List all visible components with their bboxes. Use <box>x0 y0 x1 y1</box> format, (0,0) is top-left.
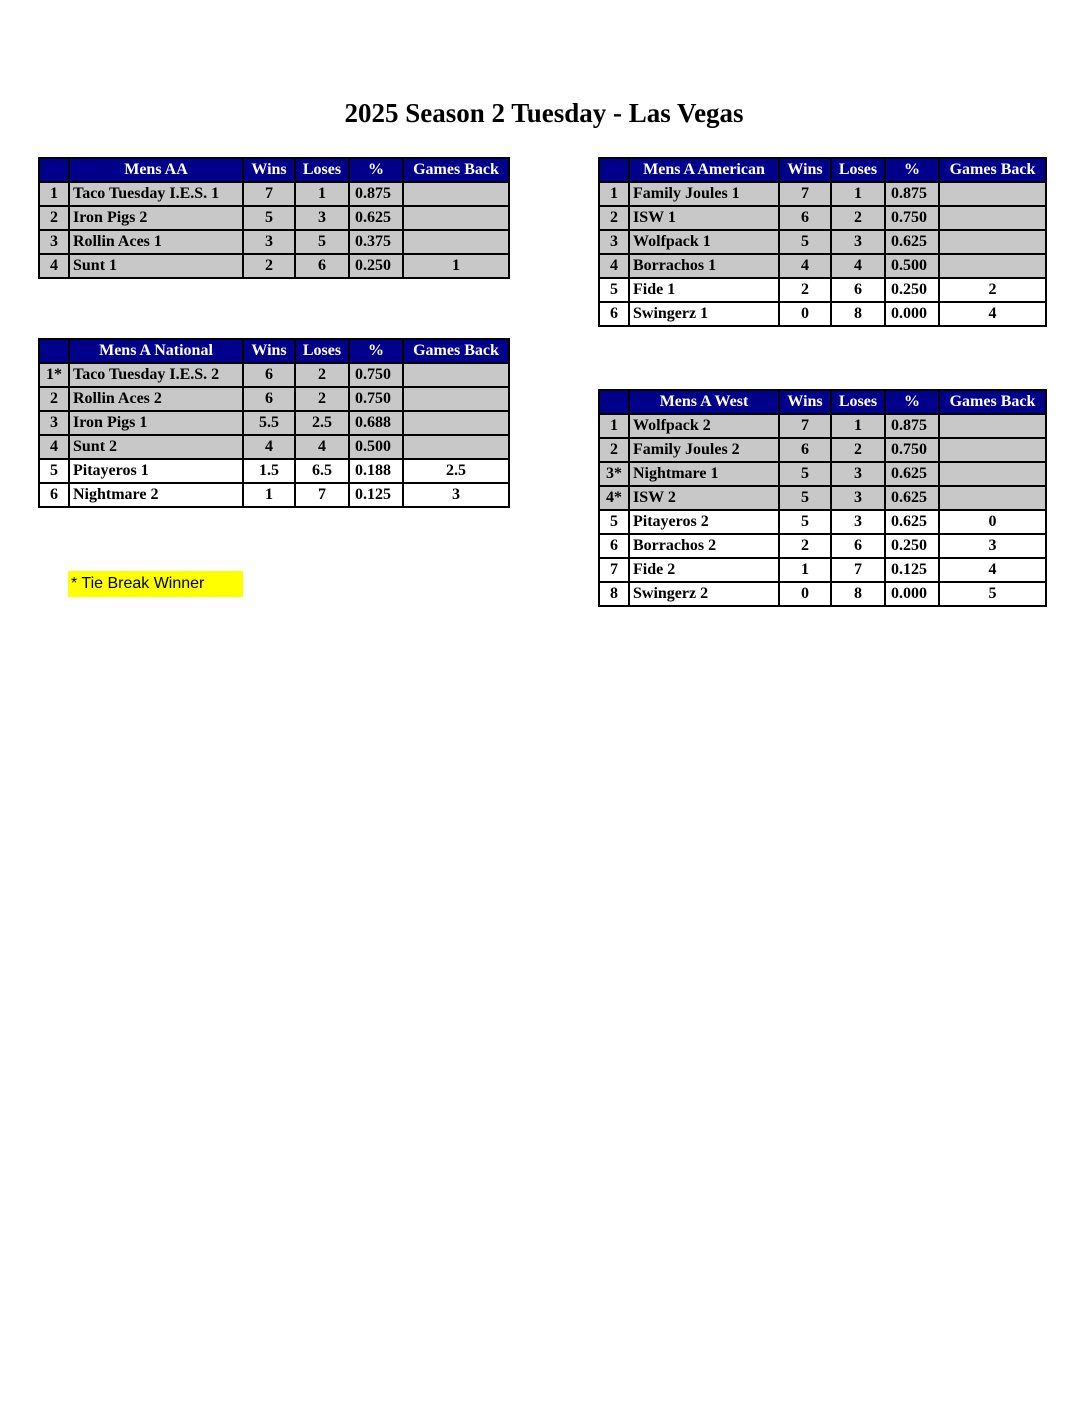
rank: 1* <box>39 363 69 387</box>
games-back: 4 <box>939 558 1046 582</box>
team-name: Wolfpack 2 <box>629 414 779 438</box>
loses: 5 <box>295 230 349 254</box>
loses: 4 <box>831 254 885 278</box>
table-row <box>599 534 1046 558</box>
rank-header <box>599 390 629 414</box>
rank-header <box>599 158 629 182</box>
rank: 2 <box>39 387 69 411</box>
loses: 6.5 <box>295 459 349 483</box>
wins: 1 <box>243 483 295 507</box>
table-row <box>39 387 509 411</box>
team-name: Sunt 2 <box>69 435 243 459</box>
pct: 0.375 <box>349 230 403 254</box>
games-back <box>939 254 1046 278</box>
wins: 5 <box>779 462 831 486</box>
rank: 3 <box>39 411 69 435</box>
rank: 1 <box>599 182 629 206</box>
games-back <box>403 411 509 435</box>
division-name: Mens AA <box>69 158 243 182</box>
team-name: Iron Pigs 1 <box>69 411 243 435</box>
table-row <box>599 302 1046 326</box>
wins: 4 <box>243 435 295 459</box>
team-name: Nightmare 1 <box>629 462 779 486</box>
team-name: Family Joules 1 <box>629 182 779 206</box>
table-row <box>39 363 509 387</box>
loses: 2.5 <box>295 411 349 435</box>
pct: 0.500 <box>885 254 939 278</box>
loses: 3 <box>831 230 885 254</box>
table-row <box>39 459 509 483</box>
team-name: Nightmare 2 <box>69 483 243 507</box>
games-back: 2 <box>939 278 1046 302</box>
wins: 7 <box>779 182 831 206</box>
standings-table-mens-a-national <box>38 338 510 508</box>
table-row <box>599 486 1046 510</box>
games-back-header: Games Back <box>403 158 509 182</box>
wins: 0 <box>779 582 831 606</box>
loses: 3 <box>295 206 349 230</box>
pct: 0.875 <box>885 414 939 438</box>
games-back <box>403 182 509 206</box>
rank: 1 <box>39 182 69 206</box>
wins-header: Wins <box>243 339 295 363</box>
pct: 0.188 <box>349 459 403 483</box>
team-name: Taco Tuesday I.E.S. 1 <box>69 182 243 206</box>
pct-header: % <box>349 158 403 182</box>
pct: 0.750 <box>349 363 403 387</box>
loses: 1 <box>831 182 885 206</box>
wins: 6 <box>779 438 831 462</box>
games-back <box>403 435 509 459</box>
pct: 0.688 <box>349 411 403 435</box>
rank: 5 <box>39 459 69 483</box>
pct: 0.125 <box>885 558 939 582</box>
loses-header: Loses <box>295 158 349 182</box>
wins: 2 <box>243 254 295 278</box>
rank: 6 <box>599 534 629 558</box>
table-row <box>599 230 1046 254</box>
standings-table-mens-a-american <box>598 157 1047 327</box>
table-row <box>599 206 1046 230</box>
rank: 4 <box>39 254 69 278</box>
loses: 4 <box>295 435 349 459</box>
pct: 0.625 <box>885 230 939 254</box>
division-name: Mens A National <box>69 339 243 363</box>
team-name: ISW 1 <box>629 206 779 230</box>
games-back-header: Games Back <box>939 390 1046 414</box>
loses: 7 <box>831 558 885 582</box>
wins: 3 <box>243 230 295 254</box>
rank: 4* <box>599 486 629 510</box>
table-row <box>599 462 1046 486</box>
loses: 6 <box>831 278 885 302</box>
table-header <box>39 339 509 363</box>
games-back <box>939 438 1046 462</box>
pct-header: % <box>885 390 939 414</box>
table-row <box>599 278 1046 302</box>
team-name: Iron Pigs 2 <box>69 206 243 230</box>
pct: 0.875 <box>349 182 403 206</box>
table-row <box>39 230 509 254</box>
loses: 3 <box>831 510 885 534</box>
loses: 2 <box>831 206 885 230</box>
wins: 5 <box>779 510 831 534</box>
team-name: Pitayeros 2 <box>629 510 779 534</box>
wins-header: Wins <box>243 158 295 182</box>
team-name: Borrachos 1 <box>629 254 779 278</box>
pct: 0.500 <box>349 435 403 459</box>
games-back <box>939 486 1046 510</box>
table-row <box>599 254 1046 278</box>
table-row <box>39 206 509 230</box>
pct: 0.000 <box>885 302 939 326</box>
team-name: Fide 2 <box>629 558 779 582</box>
wins-header: Wins <box>779 158 831 182</box>
wins: 7 <box>243 182 295 206</box>
wins: 6 <box>243 387 295 411</box>
rank: 6 <box>39 483 69 507</box>
pct: 0.250 <box>349 254 403 278</box>
wins: 2 <box>779 534 831 558</box>
wins: 5 <box>779 486 831 510</box>
pct-header: % <box>885 158 939 182</box>
table-row <box>599 582 1046 606</box>
loses: 8 <box>831 302 885 326</box>
loses: 2 <box>831 438 885 462</box>
wins-header: Wins <box>779 390 831 414</box>
team-name: Pitayeros 1 <box>69 459 243 483</box>
table-row <box>39 435 509 459</box>
table-row <box>599 182 1046 206</box>
games-back <box>939 230 1046 254</box>
standings-table-mens-a-west <box>598 389 1047 607</box>
wins: 5 <box>243 206 295 230</box>
team-name: Taco Tuesday I.E.S. 2 <box>69 363 243 387</box>
loses: 2 <box>295 363 349 387</box>
table-row <box>39 483 509 507</box>
games-back: 3 <box>403 483 509 507</box>
team-name: Borrachos 2 <box>629 534 779 558</box>
rank: 3 <box>599 230 629 254</box>
team-name: ISW 2 <box>629 486 779 510</box>
wins: 0 <box>779 302 831 326</box>
team-name: Sunt 1 <box>69 254 243 278</box>
table-header <box>39 158 509 182</box>
rank: 1 <box>599 414 629 438</box>
pct: 0.625 <box>885 462 939 486</box>
wins: 1 <box>779 558 831 582</box>
team-name: Swingerz 2 <box>629 582 779 606</box>
team-name: Wolfpack 1 <box>629 230 779 254</box>
rank: 3* <box>599 462 629 486</box>
table-header <box>599 158 1046 182</box>
pct: 0.875 <box>885 182 939 206</box>
games-back <box>403 387 509 411</box>
rank: 3 <box>39 230 69 254</box>
team-name: Rollin Aces 2 <box>69 387 243 411</box>
wins: 4 <box>779 254 831 278</box>
pct: 0.750 <box>349 387 403 411</box>
rank: 2 <box>39 206 69 230</box>
rank: 6 <box>599 302 629 326</box>
pct: 0.750 <box>885 438 939 462</box>
table-row <box>39 254 509 278</box>
wins: 1.5 <box>243 459 295 483</box>
loses-header: Loses <box>295 339 349 363</box>
team-name: Rollin Aces 1 <box>69 230 243 254</box>
wins: 2 <box>779 278 831 302</box>
loses: 3 <box>831 462 885 486</box>
wins: 6 <box>243 363 295 387</box>
games-back-header: Games Back <box>939 158 1046 182</box>
games-back <box>939 182 1046 206</box>
wins: 6 <box>779 206 831 230</box>
pct: 0.625 <box>885 510 939 534</box>
wins: 5 <box>779 230 831 254</box>
games-back: 5 <box>939 582 1046 606</box>
rank-header <box>39 339 69 363</box>
loses: 6 <box>295 254 349 278</box>
pct: 0.750 <box>885 206 939 230</box>
pct: 0.250 <box>885 534 939 558</box>
team-name: Swingerz 1 <box>629 302 779 326</box>
rank: 5 <box>599 278 629 302</box>
pct-header: % <box>349 339 403 363</box>
table-row <box>39 411 509 435</box>
division-name: Mens A West <box>629 390 779 414</box>
pct: 0.250 <box>885 278 939 302</box>
rank-header <box>39 158 69 182</box>
games-back <box>403 363 509 387</box>
games-back <box>939 414 1046 438</box>
table-row <box>599 510 1046 534</box>
team-name: Fide 1 <box>629 278 779 302</box>
pct: 0.625 <box>349 206 403 230</box>
games-back: 0 <box>939 510 1046 534</box>
games-back: 3 <box>939 534 1046 558</box>
rank: 7 <box>599 558 629 582</box>
loses-header: Loses <box>831 390 885 414</box>
pct: 0.000 <box>885 582 939 606</box>
rank: 5 <box>599 510 629 534</box>
rank: 4 <box>599 254 629 278</box>
rank: 8 <box>599 582 629 606</box>
team-name: Family Joules 2 <box>629 438 779 462</box>
table-row <box>39 182 509 206</box>
games-back <box>403 230 509 254</box>
loses: 7 <box>295 483 349 507</box>
table-row <box>599 414 1046 438</box>
games-back-header: Games Back <box>403 339 509 363</box>
wins: 5.5 <box>243 411 295 435</box>
games-back <box>939 206 1046 230</box>
pct: 0.125 <box>349 483 403 507</box>
games-back: 1 <box>403 254 509 278</box>
games-back: 4 <box>939 302 1046 326</box>
games-back: 2.5 <box>403 459 509 483</box>
pct: 0.625 <box>885 486 939 510</box>
rank: 2 <box>599 438 629 462</box>
loses: 6 <box>831 534 885 558</box>
loses: 2 <box>295 387 349 411</box>
loses-header: Loses <box>831 158 885 182</box>
rank: 2 <box>599 206 629 230</box>
loses: 3 <box>831 486 885 510</box>
wins: 7 <box>779 414 831 438</box>
page-title: 2025 Season 2 Tuesday - Las Vegas <box>344 98 744 128</box>
table-row <box>599 558 1046 582</box>
loses: 8 <box>831 582 885 606</box>
games-back <box>939 462 1046 486</box>
division-name: Mens A American <box>629 158 779 182</box>
table-row <box>599 438 1046 462</box>
tie-break-legend: * Tie Break Winner <box>68 571 243 597</box>
games-back <box>403 206 509 230</box>
standings-table-mens-aa <box>38 157 510 279</box>
table-header <box>599 390 1046 414</box>
loses: 1 <box>295 182 349 206</box>
rank: 4 <box>39 435 69 459</box>
loses: 1 <box>831 414 885 438</box>
